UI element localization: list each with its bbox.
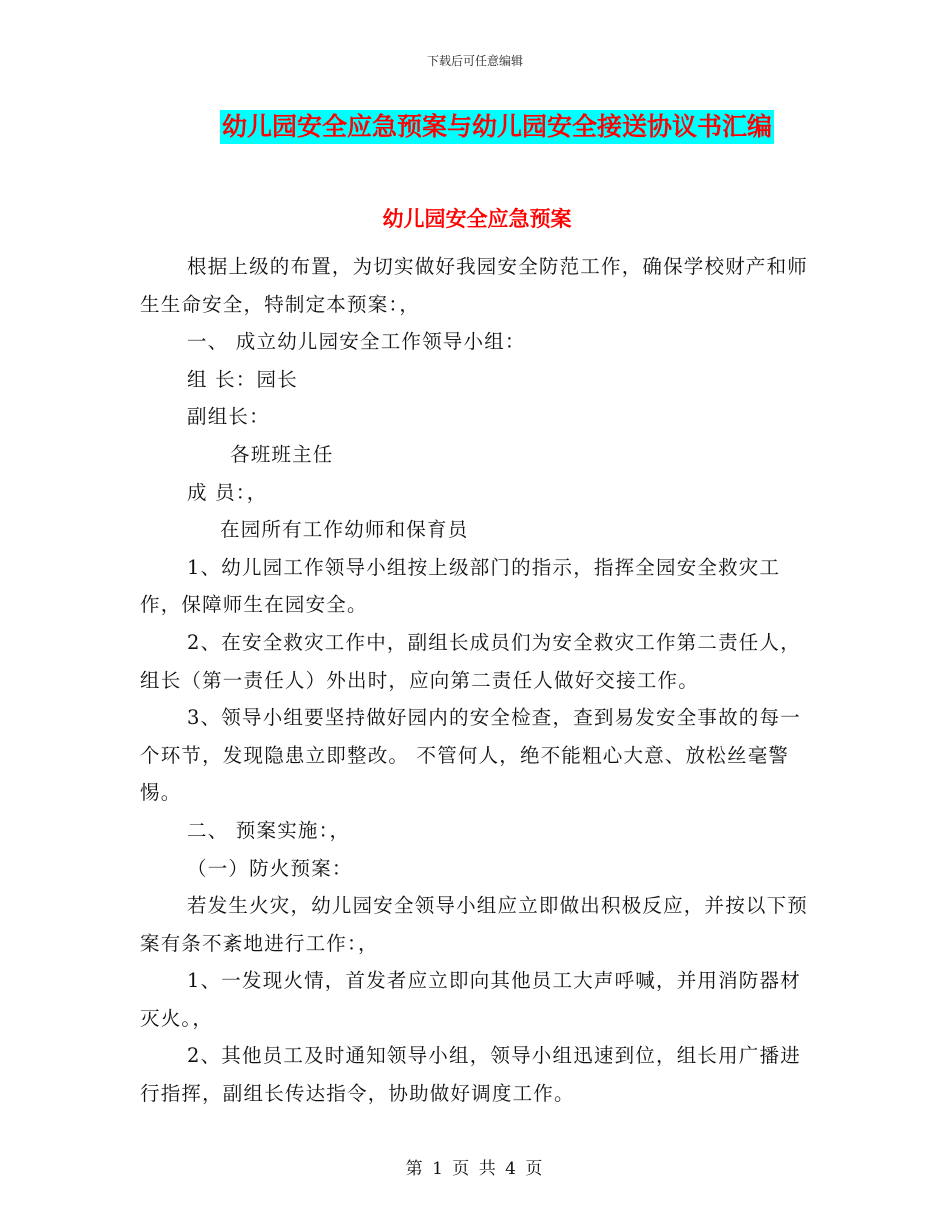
paragraph: 在园所有工作幼师和保育员 [220,518,469,542]
paragraph: 2、在安全救灾工作中，副组长成员们为安全救灾工作第二责任人，组长（第一责任人）外出时，应向第二责任人做好交接工作。 [140,630,801,692]
paragraph: 二、 预案实施：， [187,818,351,842]
document-body [140,248,820,1113]
main-title-text: 幼儿园安全应急预案与幼儿园安全接送协议书汇编 [220,110,774,144]
paragraph: 成 员：， [187,480,268,504]
paragraph: 若发生火灾，幼儿园安全领导小组应立即做出积极反应，并按以下预案有条不紊地进行工作：， [140,894,809,955]
paragraph: 各班班主任 [230,442,334,466]
paragraph: 1、一发现火情，首发者应立即向其他员工大声呼喊，并用消防器材灭火。， [140,969,801,1030]
paragraph: 副组长： [187,405,270,429]
paragraph: 根据上级的布置，为切实做好我园安全防范工作，确保学校财产和师生生命安全，特制定本预案：， [140,255,809,316]
main-title [0,110,950,144]
paragraph: 一、 成立幼儿园安全工作领导小组： [187,330,526,354]
paragraph: 3、领导小组要坚持做好园内的安全检查，查到易发安全事故的每一个环节，发现隐患立即整改。 不管何人，绝不能粗心大意、放松丝毫警惕。 [140,706,801,805]
page-footer: 第 1 页 共 4 页 [405,1159,545,1179]
paragraph: 组 长：园长 [187,367,298,391]
paragraph: （一）防火预案： [187,856,353,880]
page-header-note: 下载后可任意编辑 [426,54,523,68]
paragraph: 2、其他员工及时通知领导小组，领导小组迅速到位，组长用广播进行指挥，副组长传达指令，协助做好调度工作。 [140,1044,801,1106]
section-title: 幼儿园安全应急预案 [382,206,572,231]
paragraph: 1、幼儿园工作领导小组按上级部门的指示，指挥全园安全救灾工作，保障师生在园安全。 [140,555,781,617]
